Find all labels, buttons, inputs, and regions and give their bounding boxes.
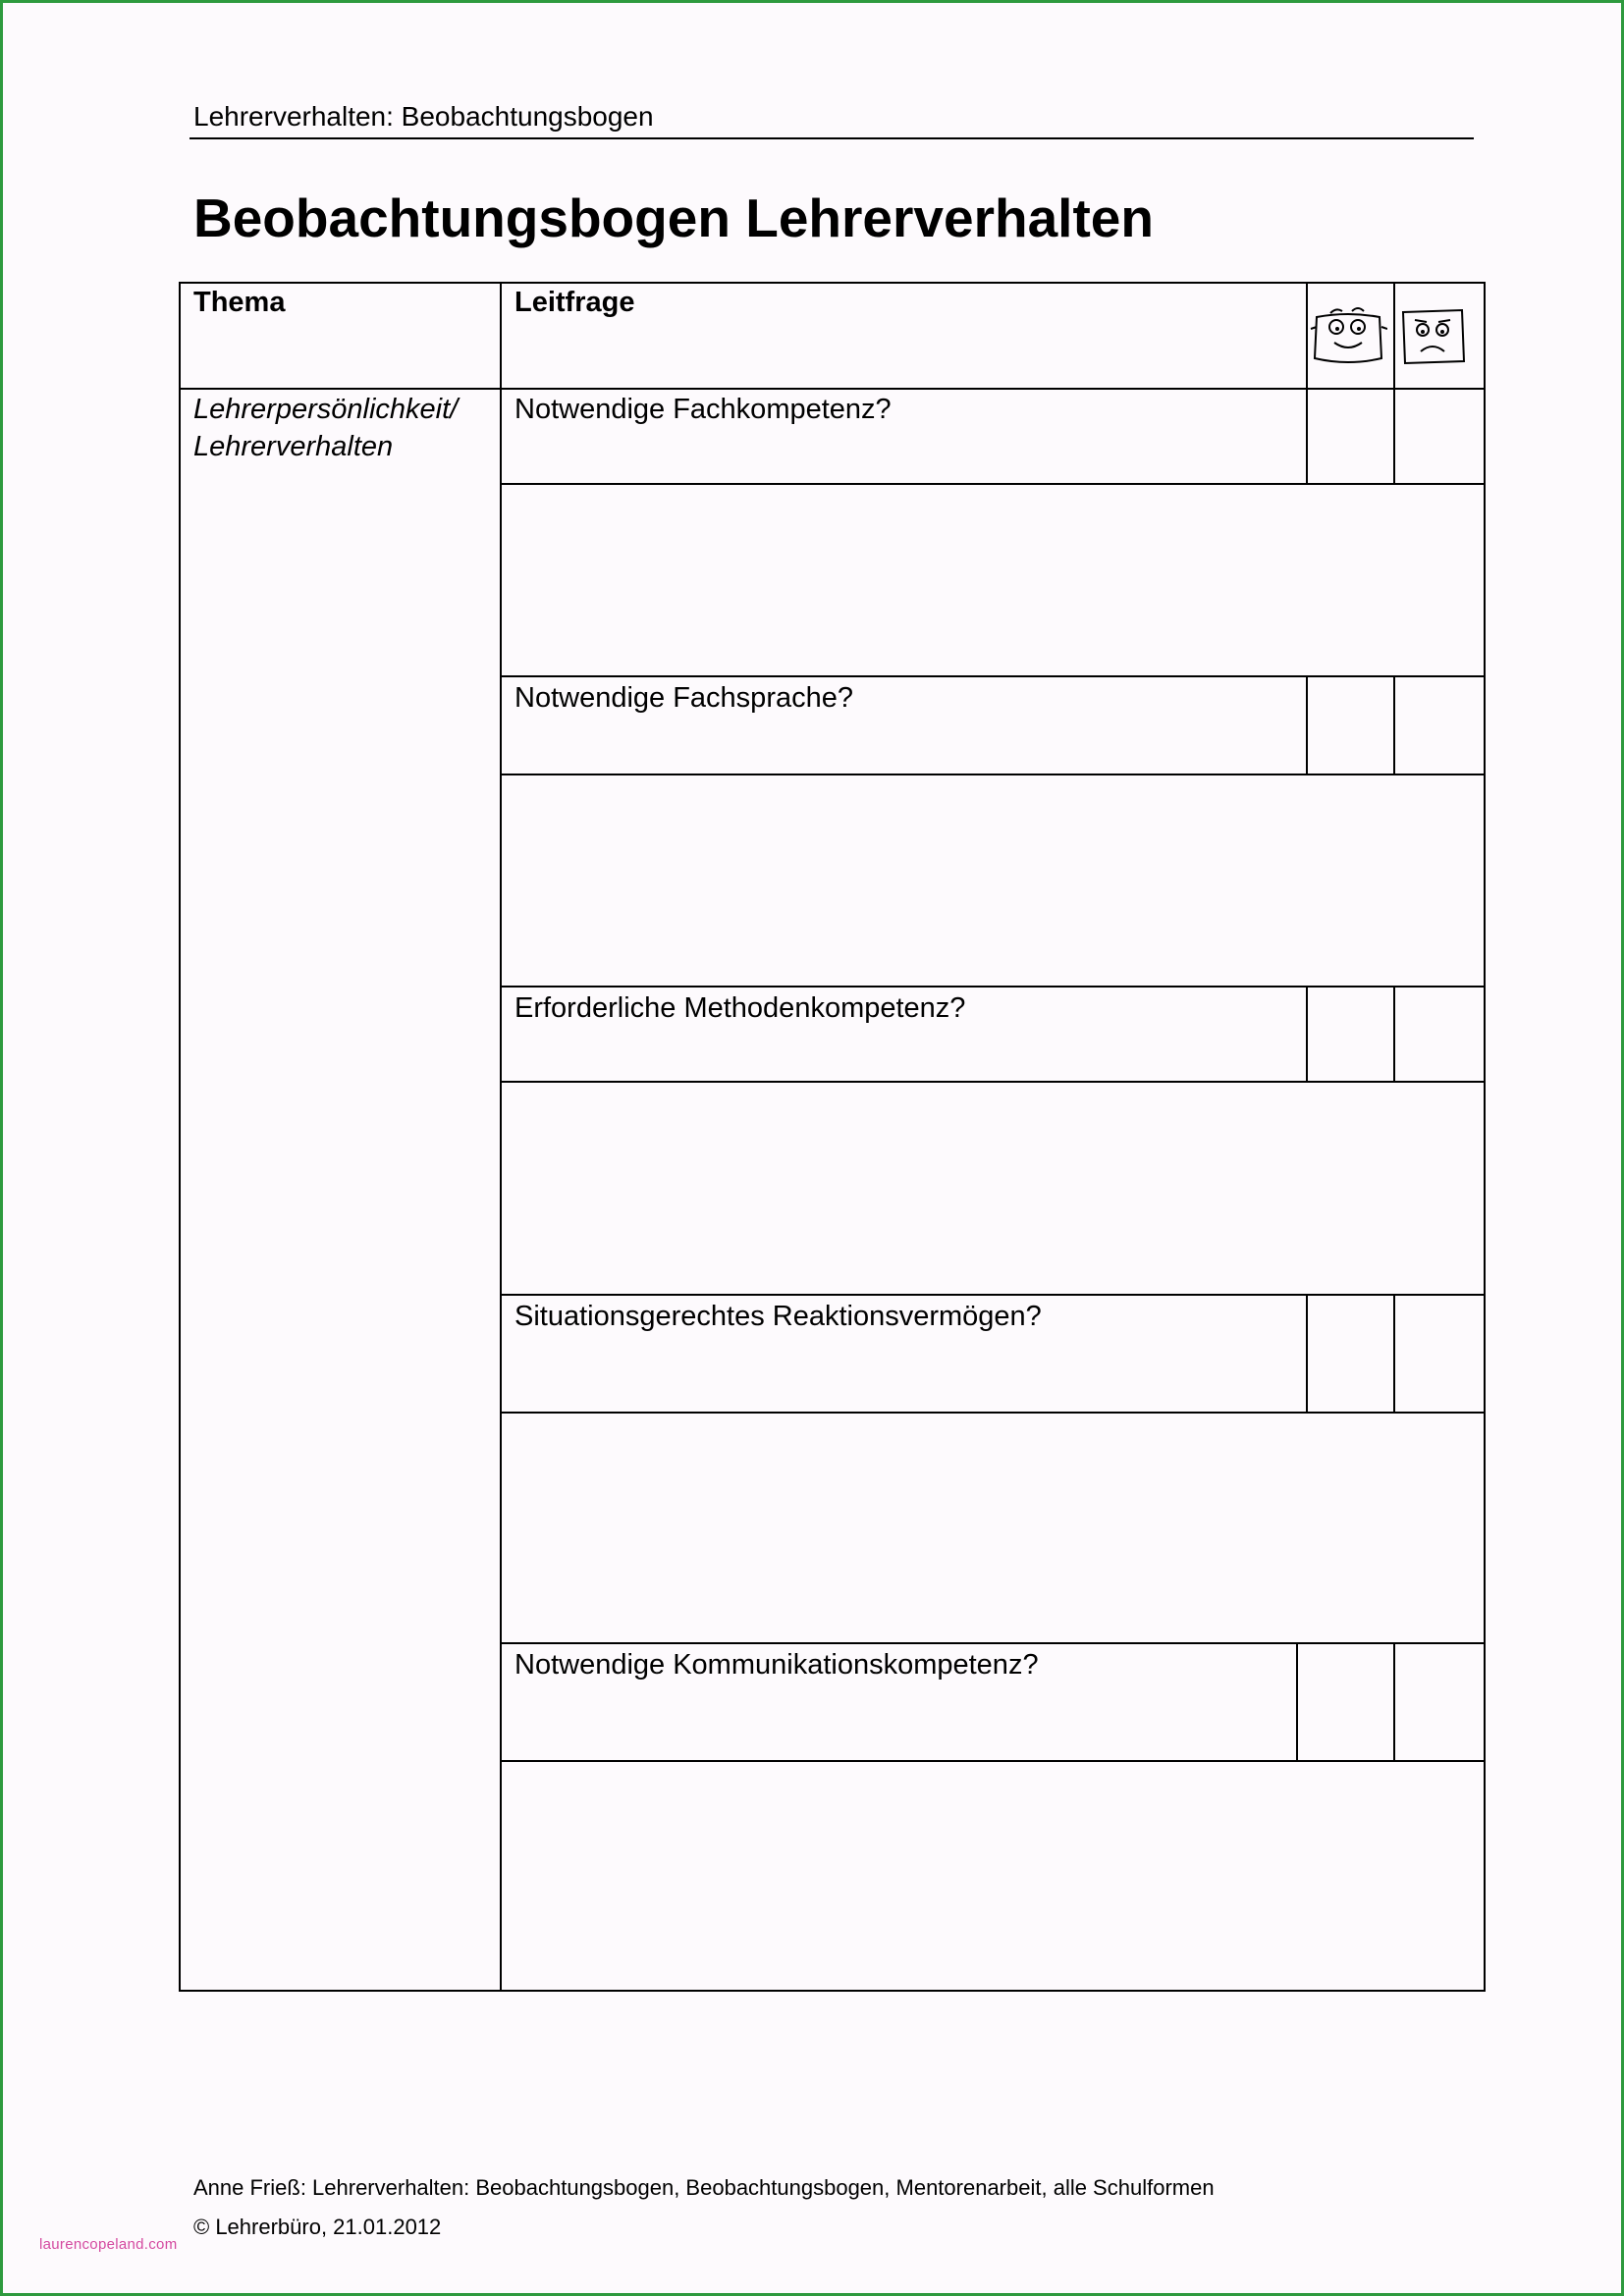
- header-divider: [189, 137, 1474, 139]
- thema-text-line1: Lehrerpersönlichkeit/: [193, 394, 459, 425]
- question-text: Notwendige Fachkompetenz?: [514, 394, 892, 425]
- row-divider: [500, 1642, 1486, 1644]
- column-divider-icons: [1393, 986, 1395, 1081]
- row-divider: [500, 1294, 1486, 1296]
- sad-face-icon: [1397, 304, 1468, 369]
- column-divider-icons: [1296, 1642, 1298, 1760]
- header-row-bottom: [179, 388, 1486, 390]
- footer-citation: Anne Frieß: Lehrerverhalten: Beobachtungsbogen, Beobachtungsbogen, Mentorenarbeit, alle Schulformen: [193, 2175, 1215, 2200]
- column-divider-icons: [1306, 675, 1308, 774]
- question-text: Notwendige Kommunikationskompetenz?: [514, 1649, 1039, 1681]
- column-divider-icons: [1393, 282, 1395, 483]
- column-divider-icons: [1306, 986, 1308, 1081]
- column-divider-icons: [1393, 675, 1395, 774]
- footer-copyright: © Lehrerbüro, 21.01.2012: [193, 2215, 442, 2239]
- row-divider: [500, 986, 1486, 988]
- column-divider-icons: [1393, 1642, 1395, 1760]
- row-divider: [500, 774, 1486, 775]
- watermark: laurencopeland.com: [39, 2236, 178, 2253]
- row-divider: [500, 483, 1486, 485]
- column-divider-icons: [1393, 1294, 1395, 1412]
- column-divider-thema: [500, 282, 502, 1992]
- row-divider: [500, 675, 1486, 677]
- happy-face-icon: [1309, 299, 1387, 370]
- row-divider: [500, 1081, 1486, 1083]
- question-text: Situationsgerechtes Reaktionsvermögen?: [514, 1301, 1042, 1332]
- document-title: Beobachtungsbogen Lehrerverhalten: [193, 187, 1154, 248]
- observation-table: [179, 282, 1486, 1992]
- running-header: Lehrerverhalten: Beobachtungsbogen: [193, 101, 654, 132]
- row-divider: [500, 1760, 1486, 1762]
- column-header-leitfrage: Leitfrage: [514, 287, 635, 318]
- column-header-thema: Thema: [193, 287, 286, 318]
- question-text: Notwendige Fachsprache?: [514, 682, 853, 714]
- question-text: Erforderliche Methodenkompetenz?: [514, 992, 966, 1024]
- column-divider-icons: [1306, 282, 1308, 483]
- thema-text-line2: Lehrerverhalten: [193, 431, 394, 462]
- column-divider-icons: [1306, 1294, 1308, 1412]
- row-divider: [500, 1412, 1486, 1414]
